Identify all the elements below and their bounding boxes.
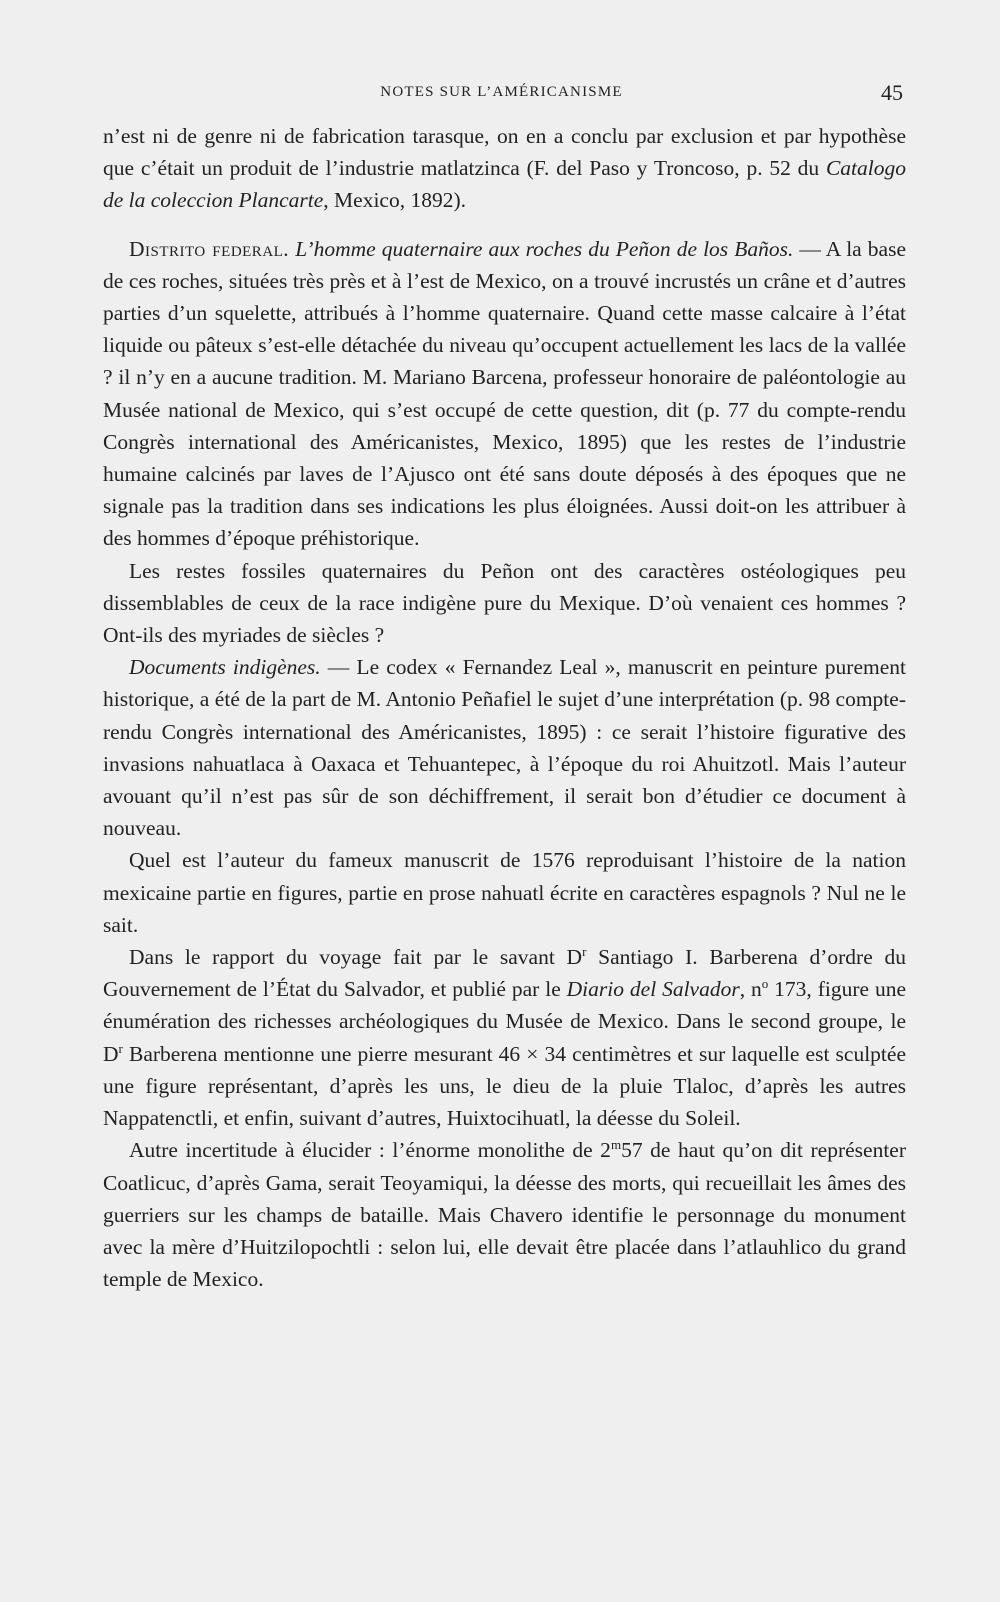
paragraph-1 bbox=[103, 120, 906, 217]
paragraph-text: , Mexico, 1892). bbox=[323, 188, 467, 213]
paragraph-text: 57 de haut qu’on dit représenter Coatlicuc, d’après Gama, serait Teoyamiqui, la déesse des morts, qui recueillait les âmes des guerriers sur les champs de bataille. Mais Chavero identifie le personnage du monument avec la mère d’Huitzilopochtli : selon lui, elle devait être placée dans l’atlauhlico du grand temple de Mexico. bbox=[103, 1138, 907, 1292]
italic-heading: L’homme quaternaire aux roches du Peñon de los Baños. bbox=[295, 236, 794, 261]
paragraph-text: Santiago I. Barberena d’ordre du Gouvernement de l’État du Salvador, et publié par le bbox=[103, 945, 906, 1002]
superscript: r bbox=[582, 943, 587, 959]
body-text bbox=[103, 120, 906, 1295]
superscript: m bbox=[610, 1137, 622, 1153]
paragraph-6 bbox=[103, 941, 906, 1134]
italic-title: Catalogo de la coleccion Plancarte bbox=[103, 156, 906, 213]
superscript: r bbox=[118, 1040, 123, 1056]
paragraph-3 bbox=[103, 555, 906, 652]
paragraph-text: 173, figure une énumération des richesses archéologiques du Musée de Mexico. Dans le second groupe, le D bbox=[103, 977, 906, 1066]
running-title: NOTES SUR L’AMÉRICANISME bbox=[380, 84, 623, 100]
paragraph-text: Les restes fossiles quaternaires du Peñon ont des caractères ostéologiques peu dissemblables de ceux de la race indigène pure du Mexique. D’où venaient ces hommes ? Ont-ils des myriades de siècles ? bbox=[103, 558, 906, 648]
paragraph-text: Dans le rapport du voyage fait par le savant D bbox=[129, 945, 583, 970]
paragraph-text: n’est ni de genre ni de fabrication tarasque, on en a conclu par exclusion et par hypothèse que c’était un produit de l’industrie matlatzinca (F. del Paso y Troncoso, p. 52 du bbox=[103, 124, 906, 181]
paragraph-text: — Le codex « Fernandez Leal », manuscrit en peinture purement historique, a été de la part de M. Antonio Peñafiel le sujet d’une interprétation (p. 98 compte-rendu Congrès international des Américanistes, 1895) : ce serait l’histoire figurative des invasions nahuatlaca à Oaxaca et Tehuantepec, à l’époque du roi Ahuitzotl. Mais l’auteur avouant qu’il n’est pas sûr de son déchiffrement, il serait bon d’étudier ce document à nouveau. bbox=[103, 655, 906, 841]
paragraph-text: — A la base de ces roches, situées très près et à l’est de Mexico, on a trouvé incrustés un crâne et d’autres parties d’un squelette, attribués à l’homme quaternaire. Quand cette masse calcaire à l’état liquide ou pâteux s’est-elle détachée du niveau qu’occupent actuellement les lacs de la vallée ? il n’y en a aucune tradition. M. Mariano Barcena, professeur honoraire de paléontologie au Musée national de Mexico, qui s’est occupé de cette question, dit (p. 77 du compte-rendu Congrès international des Américanistes, Mexico, 1895) que les restes de l’industrie humaine calcinés par laves de l’Ajusco ont été sans doute déposés à des époques que ne signale pas la tradition dans ses indications les plus éloignées. Aussi doit-on les attribuer à des hommes d’époque préhistorique. bbox=[103, 236, 906, 551]
italic-heading: Documents indigènes. bbox=[129, 655, 321, 680]
paragraph-text: Barberena mentionne une pierre mesurant 46 × 34 centimètres et sur laquelle est sculptée une figure représentant, d’après les uns, le dieu de la pluie Tlaloc, d’après les autres Nappatenctli, et enfin, suivant d’autres, Huixtocihuatl, la déesse du Soleil. bbox=[103, 1041, 906, 1131]
running-head bbox=[100, 80, 903, 108]
section-heading: Distrito federal. bbox=[129, 236, 290, 261]
paragraph-7 bbox=[103, 1134, 906, 1295]
paragraph-5 bbox=[103, 844, 906, 941]
superscript: o bbox=[761, 976, 769, 992]
paragraph-text: Autre incertitude à élucider : l’énorme monolithe de 2 bbox=[129, 1138, 611, 1163]
paragraph-text: Quel est l’auteur du fameux manuscrit de 1576 reproduisant l’histoire de la nation mexicaine partie en figures, partie en prose nahuatl écrite en caractères espagnols ? Nul ne le sait. bbox=[103, 848, 906, 937]
page-number: 45 bbox=[881, 80, 903, 105]
paragraph-4 bbox=[103, 651, 906, 844]
paragraph-2 bbox=[103, 233, 906, 555]
italic-title: Diario del Salvador bbox=[566, 977, 740, 1002]
paragraph-text: , n bbox=[739, 977, 762, 1002]
